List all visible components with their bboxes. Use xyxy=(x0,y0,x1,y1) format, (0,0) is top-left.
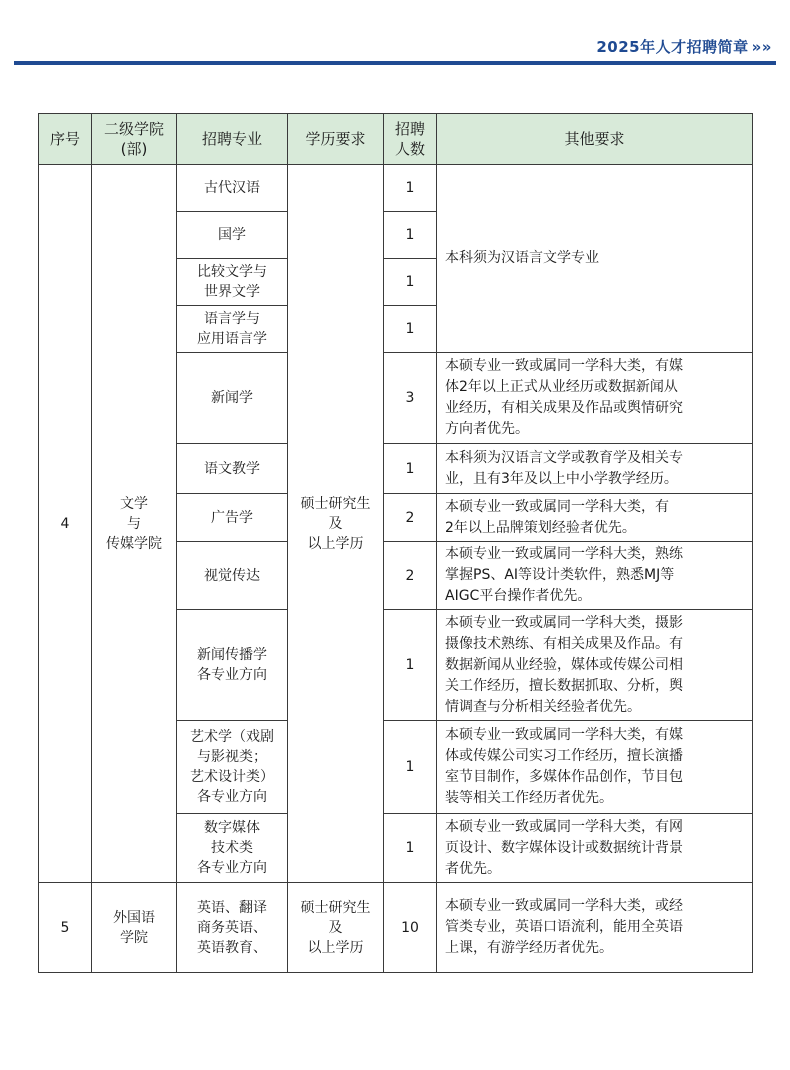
major-lines xyxy=(181,388,283,408)
requirement-lines xyxy=(445,725,746,809)
text-line: 语言学与 xyxy=(204,311,260,327)
major-lines xyxy=(181,818,283,878)
major-cell xyxy=(177,883,288,973)
text-line: 页设计、数字媒体设计或数据统计背景 xyxy=(445,839,683,856)
text-line: 业，且有3年及以上中小学教学经历。 xyxy=(445,470,678,487)
table-header-row xyxy=(39,114,753,165)
count-cell: 1 xyxy=(384,259,437,306)
text-line: 视觉传达 xyxy=(204,567,260,584)
text-line: 以上学历 xyxy=(307,535,364,552)
count-cell: 1 xyxy=(384,721,437,814)
major-cell xyxy=(177,721,288,814)
text-line: 世界文学 xyxy=(204,284,260,300)
text-line: 本硕专业一致或属同一学科大类，熟练 xyxy=(445,546,683,562)
text-line: 数字媒体 xyxy=(204,820,260,836)
text-line: 硕士研究生 xyxy=(300,899,371,916)
major-cell xyxy=(177,212,288,259)
double-chevron-right-icon: »» xyxy=(751,38,772,56)
seq-cell: 5 xyxy=(39,883,92,973)
text-line: 摄像技术熟练、有相关成果及作品。有 xyxy=(445,635,683,652)
text-line: 2年以上品牌策划经验者优先。 xyxy=(445,519,636,536)
requirement-lines xyxy=(445,544,746,607)
text-line: 关工作经历，擅长数据抓取、分析，舆 xyxy=(445,677,683,694)
text-line: 语文教学 xyxy=(204,460,260,477)
major-cell xyxy=(177,610,288,721)
text-line: 技术类 xyxy=(211,840,253,856)
requirement-lines xyxy=(445,248,746,269)
college-lines xyxy=(96,908,172,948)
text-line: 数据新闻从业经验，媒体或传媒公司相 xyxy=(445,656,683,673)
text-line: 方向者优先。 xyxy=(445,421,529,437)
count-cell: 2 xyxy=(384,494,437,542)
text-line: 二级学院 xyxy=(103,120,164,138)
text-line: 艺术学（戏剧 xyxy=(190,729,274,745)
requirement-lines xyxy=(445,613,746,718)
requirement-lines xyxy=(445,356,746,440)
recruitment-table xyxy=(38,113,753,973)
header-degree: 学历要求 xyxy=(288,114,384,165)
text-line: 应用语言学 xyxy=(197,331,267,347)
text-line: 本硕专业一致或属同一学科大类，有网 xyxy=(445,818,683,835)
text-line: 本硕专业一致或属同一学科大类，有媒 xyxy=(445,358,683,374)
count-cell: 1 xyxy=(384,212,437,259)
major-cell xyxy=(177,542,288,610)
text-line: 以上学历 xyxy=(307,939,364,956)
requirement-cell xyxy=(437,494,753,542)
header-count xyxy=(384,114,437,165)
header-major: 招聘专业 xyxy=(177,114,288,165)
major-lines xyxy=(181,508,283,528)
text-line: 新闻学 xyxy=(211,390,253,406)
text-line: 艺术设计类） xyxy=(190,769,274,785)
text-line: 体2年以上正式从业经历或数据新闻从 xyxy=(445,379,678,395)
major-cell xyxy=(177,259,288,306)
text-line: 学院 xyxy=(120,929,148,946)
degree-lines xyxy=(292,494,379,554)
text-line: (部) xyxy=(120,140,148,158)
text-line: 本硕专业一致或属同一学科大类，有媒 xyxy=(445,727,683,743)
major-cell xyxy=(177,494,288,542)
table-row xyxy=(39,165,753,212)
college-cell xyxy=(92,165,177,883)
college-cell xyxy=(92,883,177,973)
text-line: 文学 xyxy=(120,495,148,512)
count-cell: 10 xyxy=(384,883,437,973)
text-line: 各专业方向 xyxy=(197,860,267,876)
count-cell: 3 xyxy=(384,353,437,444)
requirement-cell xyxy=(437,165,753,353)
requirement-cell xyxy=(437,610,753,721)
major-lines xyxy=(181,262,283,302)
degree-cell xyxy=(288,165,384,883)
major-cell xyxy=(177,165,288,212)
document-title xyxy=(596,36,772,57)
header-college-lines xyxy=(96,119,172,159)
header-count-lines xyxy=(388,119,432,159)
text-line: 及 xyxy=(328,515,343,532)
text-line: 本科须为汉语言文学专业 xyxy=(445,250,599,266)
text-line: 商务英语、 xyxy=(197,919,267,936)
count-cell: 1 xyxy=(384,444,437,494)
major-cell xyxy=(177,306,288,353)
text-line: 本硕专业一致或属同一学科大类，摄影 xyxy=(445,614,683,631)
header-other: 其他要求 xyxy=(437,114,753,165)
college-lines xyxy=(96,494,172,554)
text-line: AIGC平台操作者优先。 xyxy=(445,588,592,604)
text-line: 硕士研究生 xyxy=(300,495,371,512)
text-line: 传媒学院 xyxy=(106,535,162,552)
major-lines xyxy=(181,459,283,479)
text-line: 新闻传播学 xyxy=(197,647,267,663)
requirement-lines xyxy=(445,448,746,490)
header-divider xyxy=(14,61,776,65)
text-line: 英语教育、 xyxy=(197,939,267,956)
text-line: 本科须为汉语言文学或教育学及相关专 xyxy=(445,449,683,466)
text-line: 及 xyxy=(328,919,343,936)
count-cell: 1 xyxy=(384,610,437,721)
table-row xyxy=(39,883,753,973)
text-line: 者优先。 xyxy=(445,860,501,877)
text-line: 掌握PS、AI等设计类软件，熟悉MJ等 xyxy=(445,567,675,583)
major-cell xyxy=(177,353,288,444)
major-cell xyxy=(177,444,288,494)
major-lines xyxy=(181,225,283,245)
text-line: 国学 xyxy=(218,227,246,243)
requirement-cell xyxy=(437,542,753,610)
requirement-lines xyxy=(445,817,746,880)
text-line: 情调查与分析相关经验者优先。 xyxy=(445,698,641,715)
count-cell: 2 xyxy=(384,542,437,610)
text-line: 室节目制作，多媒体作品创作，节目包 xyxy=(445,769,683,785)
text-line: 广告学 xyxy=(211,509,253,526)
requirement-cell xyxy=(437,721,753,814)
text-line: 人数 xyxy=(394,140,425,158)
header-seq: 序号 xyxy=(39,114,92,165)
requirement-lines xyxy=(445,896,746,959)
text-line: 体或传媒公司实习工作经历，擅长演播 xyxy=(445,748,683,764)
major-lines xyxy=(181,566,283,586)
requirement-cell xyxy=(437,444,753,494)
seq-cell: 4 xyxy=(39,165,92,883)
major-lines xyxy=(181,727,283,807)
text-line: 外国语 xyxy=(113,909,155,926)
major-lines xyxy=(181,178,283,198)
text-line: 本硕专业一致或属同一学科大类，或经 xyxy=(445,898,683,914)
requirement-cell xyxy=(437,353,753,444)
text-line: 上课，有游学经历者优先。 xyxy=(445,940,613,956)
text-line: 英语、翻译 xyxy=(197,899,267,916)
text-line: 业经历，有相关成果及作品或舆情研究 xyxy=(445,400,683,416)
count-cell: 1 xyxy=(384,814,437,883)
requirement-lines xyxy=(445,497,746,539)
text-line: 本硕专业一致或属同一学科大类，有 xyxy=(445,498,669,515)
text-line: 与影视类； xyxy=(197,749,267,765)
text-line: 与 xyxy=(127,515,141,532)
header-college xyxy=(92,114,177,165)
text-line: 各专业方向 xyxy=(197,789,267,805)
degree-lines xyxy=(292,898,379,958)
major-lines xyxy=(181,898,283,958)
text-line: 各专业方向 xyxy=(197,667,267,683)
degree-cell xyxy=(288,883,384,973)
text-line: 古代汉语 xyxy=(204,180,260,196)
text-line: 管类专业，英语口语流利，能用全英语 xyxy=(445,919,683,935)
requirement-cell xyxy=(437,814,753,883)
text-line: 比较文学与 xyxy=(197,264,267,280)
requirement-cell xyxy=(437,883,753,973)
document-title-text: 2025年人才招聘简章 xyxy=(596,38,749,56)
text-line: 装等相关工作经历者优先。 xyxy=(445,790,613,806)
count-cell: 1 xyxy=(384,306,437,353)
text-line: 招聘 xyxy=(394,120,425,138)
count-cell: 1 xyxy=(384,165,437,212)
major-cell xyxy=(177,814,288,883)
major-lines xyxy=(181,309,283,349)
major-lines xyxy=(181,645,283,685)
